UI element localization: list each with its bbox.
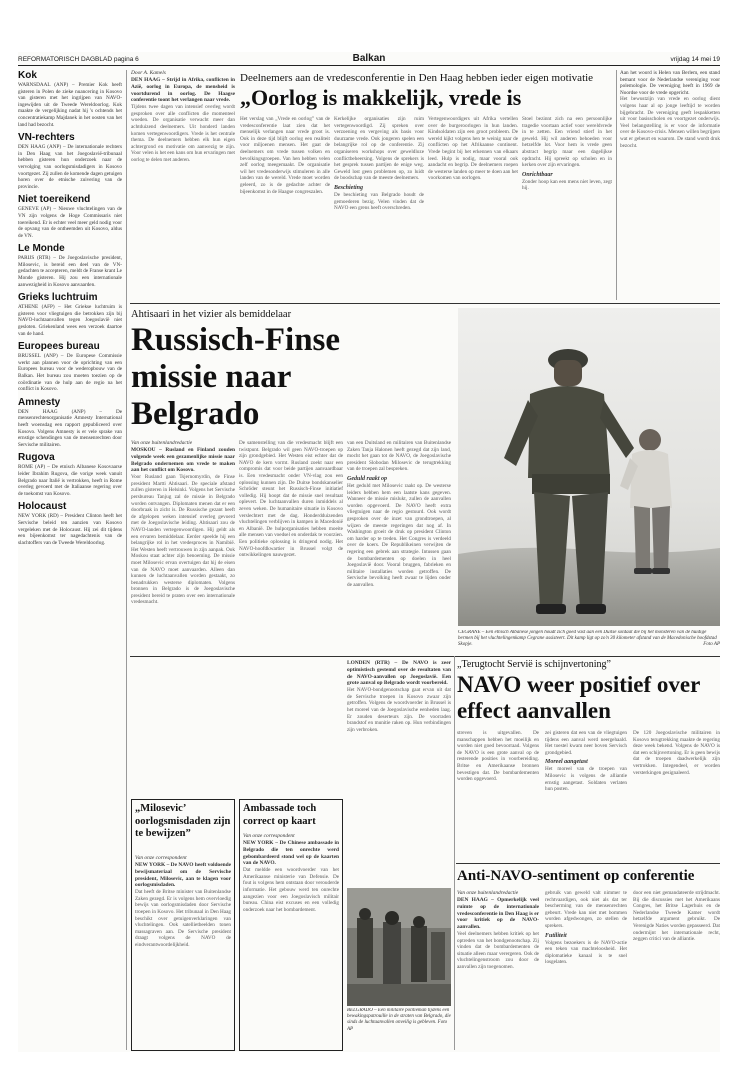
russia-subhead: Geduld raakt op <box>347 475 388 482</box>
brief-text: DEN HAAG (ANP) – De mensenrechtenorganisatie Amnesty International heeft woensdag een rapport gepubliceerd over Kosovo. Volgens Amnesty is er vele sprake van ernstige schendingen van de mensenrechten door Servische militairen. <box>18 408 122 448</box>
page-header <box>18 52 720 66</box>
filler-text: gebruik van geweld valt nimmer te rechtvaardigen, ook niet als dat ter bescherming van de mensenrechten gebeurt. Vrede kan niet met bommen worden afgedwongen, zo stellen de sprekers. <box>545 890 627 929</box>
brief-text: BRUSSEL (ANP) – De Europese Commissie werkt aan plannen voor de oprichting van een Europees bureau voor de wederopbouw van de Balkan. Het bureau zou moeten toezien op de coördinatie van de hulp aan de regio na het conflict in Kosovo. <box>18 353 122 393</box>
milosevic-lead: NEW YORK – De NAVO heeft voldoende bewijsmateriaal om de Servische president, Milosevic, aan te klagen voor oorlogsmisdaden. <box>135 862 231 889</box>
filler-text: Volgens bezoekers is de NAVO-actie een teken van machteloosheid. Het diplomatieke kanaal is te snel losgelaten. <box>545 939 627 966</box>
russia-col-2 <box>239 440 343 796</box>
navo-col-1 <box>457 730 539 860</box>
top-article-col-1 <box>240 116 330 300</box>
ambassade-headline: Ambassade toch correct op kaart <box>243 803 317 827</box>
filler-text: Zonder hoop kan een mens niet leven, zegt hij. <box>522 178 612 192</box>
brief-text: PARIJS (RTR) – De Joegoslavische president, Milosevic, is bereid een deel van de VN-gedachten te accepteren, meldt de Franse krant Le Monde gisteren. Hij zou een internationale aanwezigheid in Kosovo aanvaarden. <box>18 255 122 288</box>
top-article-right-col <box>620 70 720 300</box>
brief-text: ROME (AP) – De etnisch Albanese Kosovaarse leider Ibrahim Rugova, die vorige week vanuit Belgrado naar Italië is vertrokken, heeft in Rome overleg gevoerd met de Italiaanse regering over de toekomst van Kosovo. <box>18 464 122 497</box>
lower-divider <box>454 656 455 1050</box>
sidebar-divider <box>126 70 127 1050</box>
brief-text: WARNSDAAL (ANP) – Premier Kok heeft gisteren in Polen de zieke nuancering in Kosovo van gisteren met het ingrijpen van NAVO-ingewijden uit de Tweede Wereldoorlog. Kok maakte de vergelijking nadat hij 's ochtends het concentratiekamp Majdanek in het oosten van het land had bezocht. <box>18 82 122 128</box>
navo-lead: LONDEN (RTR) – De NAVO is zeer optimistisch gestemd over de resultaten van de NAVO-aanvallen op Joegoslavië. Een grote aanval op Belgrado wordt voorbereid. <box>347 660 451 687</box>
milosevic-text <box>135 855 231 1047</box>
filler-text: De 120 Joegoslavische militairen in Kosovo terugtrekking maakte de regering deze week bekend. Volgens de NAVO is dat een schijnvertoning. Er is geen bewijs dat de troepen daadwerkelijk zijn vertrokken. Integendeel, er worden versterkingen gesignaleerd. <box>633 730 720 776</box>
soldier-child-photo <box>458 308 720 626</box>
filler-text: De beschieting van Belgrado houdt de gemoederen bezig. Velen vinden dat de NAVO een grens heeft overschreden. <box>334 191 424 212</box>
filler-text: streven is uitgevallen. De manschappen hebben het moeilijk en worden niet goed bevoorraad. Volgens de NAVO is een grote aanval op de resterende posities in voorbereiding. Britse en Amerikaanse bronnen bevestigen dat. De bombardementen worden opgevoerd. <box>457 730 539 783</box>
brief-tag: Le Monde <box>18 243 65 255</box>
filler-text: Kerkelijke organisaties zijn ruim vertegenwoordigd. Zij spreken over verzoening en vergeving als basis voor duurzame vrede. Ook jongeren spelen een belangrijke rol op de conferentie. Zij organiseren workshops over geweldloze conflictbeheersing. Volgens de sprekers is het gesprek tussen partijen de enige weg. Geweld lost geen problemen op, zo luidt de boodschap van de meeste deelnemers. <box>334 116 424 182</box>
milosevic-byline: Van onze correspondent <box>135 855 187 861</box>
police-photo-caption <box>347 1008 451 1051</box>
filler-text: Tijdens twee dagen van intensief overleg wordt gesproken over alle conflicten die momenteel woeden. De organisatie verwacht meer dan achtduizend deelnemers. Uit honderd landen komen vertegenwoordigers. Vrede is het centrale thema. De deelnemers hebben elk hun eigen achtergrond en motivatie om aanwezig te zijn. Voor velen is het een kans om hun ervaringen met oorlog te delen met anderen. <box>131 104 235 163</box>
police-caption-text: BELGRADO – Een militaire politieman tijdens een bewakingspatrouille in de straten van Belgrado, die sinds de luchtaanvallen onveilig is gebleven. <box>347 1008 451 1026</box>
brief-text: NEW YORK (RD) – President Clinton heeft het Servische beleid ten aanzien van Kosovo vergeleken met de Holocaust. Hij zei dit tijdens een bijeenkomst ter nagedachtenis van de slachtoffers van de Tweede Wereldoorlog. <box>18 513 122 546</box>
filler-text: Stoel bezinnt zich na een persoonlijke tragedie voortaan actief voor wereldvrede in te zetten. Een vriend stierf in het geweld. Hij wil anderen behoeden voor hetzelfde lot. Voor hem is vrede geen abstract begrip maar een dagelijkse opdracht. Hij spreekt op scholen en in kerken over zijn ervaringen. <box>522 116 612 169</box>
filler-text: Voor Rusland gaan Tsjernomyrdin, de Finse president Martti Ahtisaari. De speciale afstand zullen gisteren in Helsinki. Volgens het Servische persbureau Tanjug zal de missie in Belgrado worden ontvangen. Diplomaten menen dat er een doorbraak in zicht is. De Russische gezant heeft de afgelopen weken intensief overleg gevoerd met de Joegoslavische leiding. Ahtisaari zou de NAVO-landen vertegenwoordigen. Hij geldt als een ervaren bemiddelaar. Eerder speelde hij een belangrijke rol in het vredesproces in Namibië. Het Westen heeft vertrouwen in zijn aanpak. Ook Moskou staat achter zijn benoeming. De missie moet Milosevic ervan overtuigen dat hij de eisen van de NAVO moet aanvaarden. Alleen dan kunnen de luchtaanvallen worden gestaakt, zo benadrukken westerse diplomaten. Volgens bronnen in Belgrado is de Joegoslavische president bereid te praten over een internationale vredesmacht. <box>131 474 235 606</box>
brief-text: GENEVE (AP) – Nieuwe vluchtelingen van de VN zijn volgens de Hoge Commissaris niet toereikend. Er is echter veel meer geld nodig voor de opvang van de ontheemden uit Kosovo, aldus de VN. <box>18 206 122 239</box>
filler-text: De samenstelling van die vredesmacht blijft een twistpunt. Belgrado wil geen NAVO-troepen op zijn grondgebied. Het Westen eist echter dat de NAVO de kern vormt. Rusland zoekt naar een compromis dat voor beide partijen aanvaardbaar is. Een vredesmacht onder VN-vlag zou een oplossing kunnen zijn. De Duitse bondskanselier Schröder steunt het Russisch-Finse initiatief volledig. Hij hoopt dat de missie snel resultaat oplevert. De luchtaanvallen duren inmiddels al zeven weken. De humanitaire situatie in Kosovo verslechtert met de dag. Honderdduizenden vluchtelingen verblijven in kampen in Macedonië en Albanië. De hulporganisaties hebben moeite alle mensen van voedsel en onderdak te voorzien. Een politieke oplossing is dringend nodig. Het NAVO-hoofdkwartier in Brussel volgt de ontwikkelingen nauwgezet. <box>239 440 343 559</box>
filler-text: zei gisteren dat een van de vliegtuigen tijdens een aanval werd neergehaald. Het toestel kwam neer boven Servisch grondgebied. <box>545 730 627 756</box>
top-article-col-4 <box>522 116 612 300</box>
section-rule-1 <box>130 303 720 304</box>
anti-col-1 <box>457 890 539 1050</box>
top-headline: „Oorlog is makkelijk, vrede is <box>240 85 522 110</box>
anti-col-2 <box>545 890 627 1050</box>
filler-text: Het NAVO-bondgenootschap gaat ervan uit dat de Servische troepen in Kosovo zwaar zijn getroffen. Volgens de woordvoerder in Brussel is het moreel van de Joegoslavische eenheden laag. Er zouden deserteurs zijn. De voorraden brandstof en munitie raken op. Hun verbindingen zijn verbroken. <box>347 687 451 733</box>
top-right-text: Aan het woord is Helen van Berlem, een stand bemant voor de Nederlandse vereniging voor polemologie. De vereniging heeft in 1969 de Noordse voor de vrede opgericht. <box>620 70 720 96</box>
ambassade-text <box>243 833 339 1047</box>
top-article-col-3 <box>428 116 518 300</box>
brief-tag: Amnesty <box>18 396 61 408</box>
brief-tag: Grieks luchtruim <box>18 292 98 304</box>
milosevic-headline: „Milosevic’ oorlogsmisdaden zijn te bewijzen” <box>135 803 231 839</box>
filler-text: Het moreel van de troepen van Milosevic is volgens de alliantie ernstig aangetast. Soldaten verlaten hun posten. <box>545 766 627 793</box>
russia-col-1 <box>131 440 235 796</box>
top-byline: Door A. Kamels <box>131 70 166 76</box>
navo-col-3 <box>633 730 720 860</box>
top-lead: DEN HAAG – Strijd in Afrika, conflicten in Azië, oorlog in Europa, de mensheid is voortdurend in oorlog. De Haagse conferentie toont het verlangen naar vrede. <box>131 77 235 104</box>
brief-text: ATHENE (AFP) – Het Griekse luchtruim is gisteren voor vliegtuigen die betrokken zijn bij NAVO-luchtaanvallen tegen Joegoslavië niet gesloten. Griekenland wees een verzoek daartoe van de hand. <box>18 304 122 337</box>
russia-kicker: Ahtisaari in het vizier als bemiddelaar <box>131 309 292 320</box>
top-right-divider <box>616 70 617 300</box>
navo-kicker: „Terugtocht Servië is schijnvertoning” <box>457 659 611 670</box>
filler-text: Vertegenwoordigers uit Afrika vertellen over de burgeroorlogen in hun landen. Kindsoldaten zijn een groot probleem. De wereld kijkt volgens hen te weinig naar de conflicten op het Afrikaanse continent. Vrede begint bij het erkennen van elkaars leed. Hulp is nodig, maar vooral ook aandacht en begrip. De deelnemers roepen de westerse landen op meer te doen aan het voorkomen van oorlogen. <box>428 116 518 182</box>
brief-tag: VN-rechters <box>18 132 75 144</box>
anti-col-3 <box>633 890 720 1050</box>
anti-headline: Anti-NAVO-sentiment op conferentie <box>457 868 695 884</box>
filler-text: Het geduld met Milosevic raakt op. De westerse leiders hebben hem een laatste kans gegeven. Wanneer de missie mislukt, zullen de aanvallen worden opgevoerd. De NAVO heeft extra vliegtuigen naar de regio gestuurd. Ook wordt gesproken over de inzet van grondtroepen, al wijzen de meeste regeringen dat nog af. In Washington groeit de druk op president Clinton om harder op te treden. Het Congres is verdeeld over de koers. De Republikeinen verwijten de regering een gebrek aan strategie. Intussen gaan de bombardementen op doelen in heel Joegoslavië door. Vooral bruggen, fabrieken en militaire installaties worden getroffen. De Servische bevolking heeft zwaar te lijden onder de aanvallen. <box>347 482 451 588</box>
header-paper-name: REFORMATORISCH DAGBLAD pagina 6 <box>18 56 139 63</box>
soldier-child-image <box>458 308 720 626</box>
military-police-image <box>347 888 451 1006</box>
filler-text: Dat heeft de Britse minister van Buitenlandse Zaken gezegd. Er is volgens hem overvloedig bewijs van oorlogsmisdaden door Servische troepen in Kosovo. Het tribunaal in Den Haag beschikt over getuigenverklaringen van vluchtelingen. Ook satellietbeelden tonen massagraven aan. De Servische president draagt volgens de NAVO de eindverantwoordelijkheid. <box>135 889 231 948</box>
top-subhead-2: Onrichtbaar <box>522 171 553 178</box>
news-briefs-sidebar <box>18 70 122 1050</box>
russia-byline: Van onze buitenlandredactie <box>131 440 193 446</box>
filler-text: Het verslag van „Vrede en oorlog” van de vredesconferentie laat zien dat het menselijk verlangen naar vrede groot is. Ook in deze tijd blijft oorlog een realiteit voor miljoenen mensen. Het gaat de deelnemers om vrede tussen volken en bevolkingsgroepen. Van hen hebben velen zelf oorlog meegemaakt. De organisatie wil het vredesonderwijs stimuleren in alle landen van de wereld. Vrede moet worden geleerd, zo is de gedachte achter de bijeenkomst in de Haagse congreszalen. <box>240 116 330 195</box>
top-subhead: Beschieting <box>334 184 364 191</box>
brief-tag: Niet toereikend <box>18 194 91 206</box>
top-kicker: Deelnemers aan de vredesconferentie in Den Haag hebben ieder eigen motivatie <box>240 72 594 84</box>
ambassade-lead: NEW YORK – De Chinese ambassade in Belgrado die ten onrechte werd gebombardeerd stond wel op de kaarten van de NAVO. <box>243 840 339 867</box>
brief-tag: Kok <box>18 70 37 81</box>
brief-tag: Holocaust <box>18 501 67 513</box>
navo-lead-col <box>347 660 451 884</box>
brief-tag: Europees bureau <box>18 341 100 353</box>
navo-headline: NAVO weer positief over effect aanvallen <box>457 672 700 723</box>
navo-col-2 <box>545 730 627 860</box>
soldier-caption-text: CEGRANE – Een etnisch Albanese jongen houdt zich goed vast aan een Duitse soldaat die bij het monsteren van de huidige bermen bij het vluchtelingenkamp Cegrane assisteert. Dit kamp ligt op zo'n 30 kilometer afstand van de Macedonische hoofdstad Skopje. <box>458 630 717 648</box>
filler-text: Dat meldde een woordvoerder van het Amerikaanse ministerie van Defensie. De fout is volgens hem ontstaan door verouderde informatie. Het gebouw werd ten onrechte aangezien voor een Joegoslavisch militair bureau. China eist excuses en een volledig onderzoek naar het bombardement. <box>243 867 339 913</box>
anti-byline: Van onze buitenlandredactie <box>457 890 519 896</box>
navo-subhead: Moreel aangetast <box>545 759 588 766</box>
section-rule-2 <box>130 656 720 657</box>
brief-tag: Rugova <box>18 452 55 464</box>
soldier-photo-credit: Foto AP <box>703 642 720 648</box>
top-article-col-2 <box>334 116 424 300</box>
brief-text: DEN HAAG (ANP) – De internationale rechters in Den Haag van het Joegoslavië-tribunaal hebben gisteren hun onderzoek naar de vervolging van oorlogsmisdadigers in Kosovo voortgezet. Zij zullen de komende dagen getuigen horen over de etnische zuivering van de provincie. <box>18 144 122 190</box>
filler-text: van een Duitsland en militairen van Buitenlandse Zaken Tanja Halonen heeft gezegd dat zijn land, mocht het gaan tot de NAVO, de Joegoslavische president Slobodan Milosevic de terugtrekking van de troepen zal bespreken. <box>347 440 451 473</box>
newspaper-page <box>18 52 720 1052</box>
section-title: Balkan <box>352 53 386 64</box>
anti-subhead: Futiliteit <box>545 932 567 939</box>
soldier-photo-caption <box>458 630 720 652</box>
russia-lead: MOSKOU – Rusland en Finland zouden volgende week een gezamenlijke missie naar Belgrado ondernemen om vrede te maken aan het conflict om Kosovo. <box>131 447 235 474</box>
header-date: vrijdag 14 mei 19 <box>670 56 720 63</box>
russia-headline: Russisch-Finse missie naar Belgrado <box>131 322 341 432</box>
filler-text: Het bewustzijn van vrede en oorlog dient volgens haar al op jonge leeftijd te worden bijgebracht. De vereniging geeft lespakketten uit voor basisscholen en voortgezet onderwijs. Veel belangstelling is er voor de informatie over de Kosovo-crisis. Mensen willen begrijpen wat er gebeurt en waarom. De stand wordt druk bezocht. <box>620 96 720 149</box>
filler-text: door een niet gemandateerde strijdmacht. Bij die discussies met het Amerikaans Congres, het Britse Lagerhuis en de Nederlandse Tweede Kamer wordt hetzelfde argument gebruikt. De Verenigde Naties worden gepasseerd. Dat ondermijnt het internationale recht, zeggen critici van de alliantie. <box>633 890 720 943</box>
police-photo-credit: Foto AP <box>347 1020 448 1032</box>
top-article-intro <box>131 70 235 300</box>
filler-text: Veel deelnemers hebben kritiek op het optreden van het bondgenootschap. Zij vinden dat de bombardementen de situatie alleen maar verergeren. Ook de vluchtelingenstroom zou door de aanvallen zijn toegenomen. <box>457 930 539 970</box>
anti-lead: DEN HAAG – Opmerkelijk veel ruimte op de internationale vredesconferentie in Den Haag is er voor kritiek op de NAVO-aanvallen. <box>457 897 539 931</box>
military-police-photo <box>347 888 451 1006</box>
section-rule-3 <box>456 863 720 864</box>
ambassade-byline: Van onze correspondent <box>243 833 295 839</box>
